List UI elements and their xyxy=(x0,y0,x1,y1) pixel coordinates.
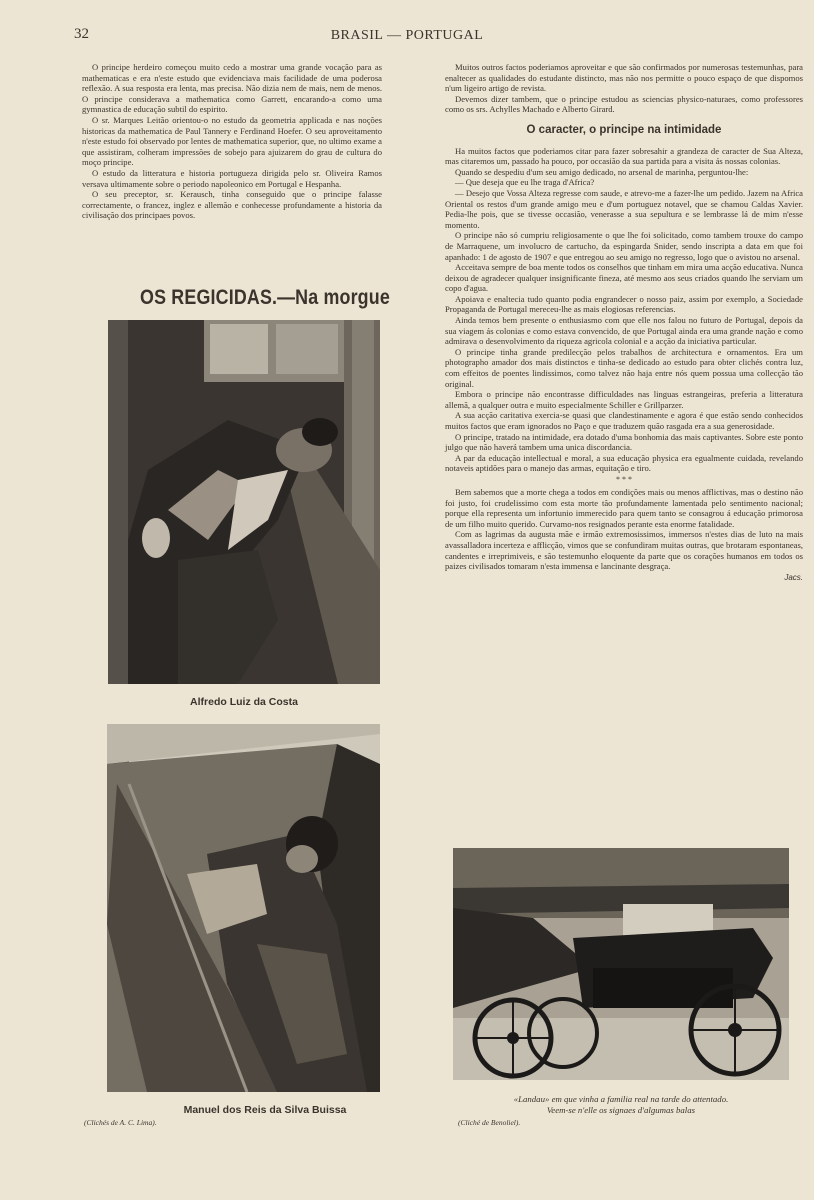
page-number: 32 xyxy=(74,26,89,42)
photo3-caption-line2: Veem-se n'elle os signaes d'algumas balas xyxy=(546,1104,696,1115)
left-column xyxy=(82,62,382,221)
left-paragraph: O estudo da litteratura e historia portugueza dirigida pelo sr. Oliveira Ramos versava ultimamente sobre o periodo napoleonico em Portugal e Hespanha. xyxy=(82,167,382,189)
morgue-photo-1 xyxy=(108,320,380,684)
body-paragraph: Quando se despediu d'um seu amigo dedicado, no arsenal de marinha, perguntou-lhe: xyxy=(455,166,749,177)
closing-paragraph: Com as lagrimas da augusta mãe e irmão extremosissimos, immersos n'estes dias de luto na mais avassalladora incerteza e afflicção, vimos que se confundiram muitas outras, que brotaram espontaneas, candentes e irreprimiveis, e são testemunho eloquente da parte que os corações humanos em todos os paizes civilisados tomaram n'esta immensa e lancinante desgraça. xyxy=(445,529,803,572)
photo2-credit: (Clichés de A. C. Lima). xyxy=(84,1118,157,1127)
body-paragraph: Apoiava e enaltecia tudo quanto podia engrandecer o nosso paiz, assim por exemplo, a Sociedade Propaganda de Portugal mereceu-lhe as mais elogiosas referencias. xyxy=(445,293,803,315)
photo-manuel-buissa xyxy=(107,724,380,1092)
page-header xyxy=(0,26,814,48)
photo2-caption: Manuel dos Reis da Silva Buissa xyxy=(183,1104,347,1116)
body-paragraph: Acceitava sempre de boa mente todos os conselhos que tinham em mira uma acção educativa. Nunca deixou de agradecer qualquer insignificante fineza, até mesmo aos seus criados quando lhe serviam um copo d'agua. xyxy=(445,262,803,294)
photo-landau-carriage xyxy=(453,848,789,1080)
body-paragraph: A par da educação intellectual e moral, a sua educação physica era egualmente cuidada, revelando notaveis aptidões para o manejo das armas, equitação e tiro. xyxy=(445,452,803,474)
photo3-caption xyxy=(453,1094,789,1115)
photo3-credit: (Cliché de Benoliel). xyxy=(458,1118,521,1127)
body-paragraph: Embora o principe não encontrasse difficuldades nas linguas estrangeiras, preferia a litteratura allemã, a qualquer outra e muito especialmente Schiller e Grillparzer. xyxy=(445,389,803,410)
regicidas-headline: OS REGICIDAS.—Na morgue xyxy=(140,286,390,309)
body-paragraph: O principe, tratado na intimidade, era dotado d'uma bonhomia das mais captivantes. Sobre este ponto julgo que não haverá tambem uma unica discordancia. xyxy=(445,431,803,453)
author-signature: Jacs. xyxy=(784,572,803,582)
body-paragraph: A sua acção caritativa exercia-se quasi que clandestinamente e agora é que estão sendo conhecidos muitos factos que eram ignorados no Paço e que traduzem quão rasgada era a sua generosidade. xyxy=(445,410,803,431)
left-paragraph: O principe herdeiro começou muito cedo a mostrar uma grande vocação para as mathematicas e era n'este estudo que evidenciava mais facilidade de uma poderosa reflexão. A sua resposta era lenta, mas precisa. Não dizia nem de mais, nem de menos. O principe considerava a mathematica como Garrett, encarando-a como uma gymnastica de educação subtil do espirito. xyxy=(82,62,382,115)
photo-alfredo-costa xyxy=(108,320,380,684)
right-column xyxy=(445,62,803,583)
left-paragraph: O sr. Marques Leitão orientou-o no estudo da geometria applicada e nas noções historicas da mathematica de Paul Tannery e Ferdinand Hoefer. O seu aproveitamento n'este estudo foi observado por lentes de mathematica superior, que, no ultimo exame a que assistiram, colheram impressões de sobejo para ajuizarem do grau de cultura do moço principe. xyxy=(82,114,382,168)
body-paragraph: O principe não só cumpriu religiosamente o que lhe foi solicitado, como tambem trouxe do campo de Marraquene, um involucro de cartucho, da espingarda Snider, sendo inscripta a data em que foi apanhado: 1 de agosto de 1907 e que entregou ao seu amigo no regresso, logo que o avistou no arsenal. xyxy=(445,230,803,262)
intro-paragraph: Muitos outros factos poderiamos aproveitar e que são confirmados por numerosas testemunhas, para enaltecer as qualidades do estudante distincto, mas não nos permitte o pouco espaço de que dispomos n'um ligeiro artigo de revista. xyxy=(445,62,803,94)
asterism-divider: * * * xyxy=(616,474,632,484)
body-paragraph: Ha muitos factos que poderiamos citar para fazer sobresahir a grandeza de caracter de Sua Alteza, mas citaremos um, passado ha pouco, por occasião da sua partida para a visita ás nossas colonias. xyxy=(445,145,803,167)
photo1-caption: Alfredo Luiz da Costa xyxy=(190,696,298,708)
body-paragraph: — Desejo que Vossa Alteza regresse com saude, e atrevo-me a fazer-lhe um pedido. Jazem na Africa Oriental os restos d'um grande amigo meu e d'um portuguez notavel, que se chamou Caldas Xavier. Pedia-lhe pois, que se tivesse occasião, venerasse a sua sepultura e se lembrasse lá de mim n'esse momento. xyxy=(445,187,803,230)
morgue-photo-2 xyxy=(107,724,380,1092)
body-paragraph: O principe tinha grande predilecção pelos trabalhos de architectura e ornamentos. Era um photographo amador dos mais distinctos e tinha-se dedicado ao estudo para obter clichés contra luz, com effeitos de poentes lindissimos, como talvez não haja entre nós quem possua uma collecção tão original. xyxy=(445,346,803,389)
body-paragraph: Ainda temos bem presente o enthusiasmo com que elle nos falou no futuro de Portugal, depois da sua viagem ás colonias e como estava convencido, de que Portugal ainda era uma grande nação e como admirava o desenvolvimento da riqueza agricola colonial e a acção da iniciativa particular. xyxy=(445,315,803,347)
running-title: BRASIL — PORTUGAL xyxy=(330,28,484,43)
closing-paragraph: Bem sabemos que a morte chega a todos em condições mais ou menos afflictivas, mas o destino não foi justo, foi crudelissimo com esta morte tão profundamente lamentada pelo sentimento nacional; porque ella representa um infortunio immerecido para quem tanto se consagrou á educação primorosa de um filho muito querido. Curvamo-nos resignados perante esta enorme fatalidade. xyxy=(445,486,803,529)
intro-paragraph: Devemos dizer tambem, que o principe estudou as sciencias physico-naturaes, como professores como os srs. Achylles Machado e Alberto Girard. xyxy=(445,93,803,115)
left-paragraph: O seu preceptor, sr. Kerausch, tinha conseguido que o principe falasse correctamente, o francez, inglez e allemão e conhecesse profundamente a historia da civilisação dos principaes povos. xyxy=(82,189,382,221)
body-paragraph: — Que deseja que eu lhe traga d'Africa? xyxy=(455,177,595,188)
landau-photo xyxy=(453,848,789,1080)
section-title: O caracter, o principe na intimidade xyxy=(526,123,722,136)
photo3-caption-line1: «Landau» em que vinha a familia real na tarde do attentado. xyxy=(513,1094,729,1104)
